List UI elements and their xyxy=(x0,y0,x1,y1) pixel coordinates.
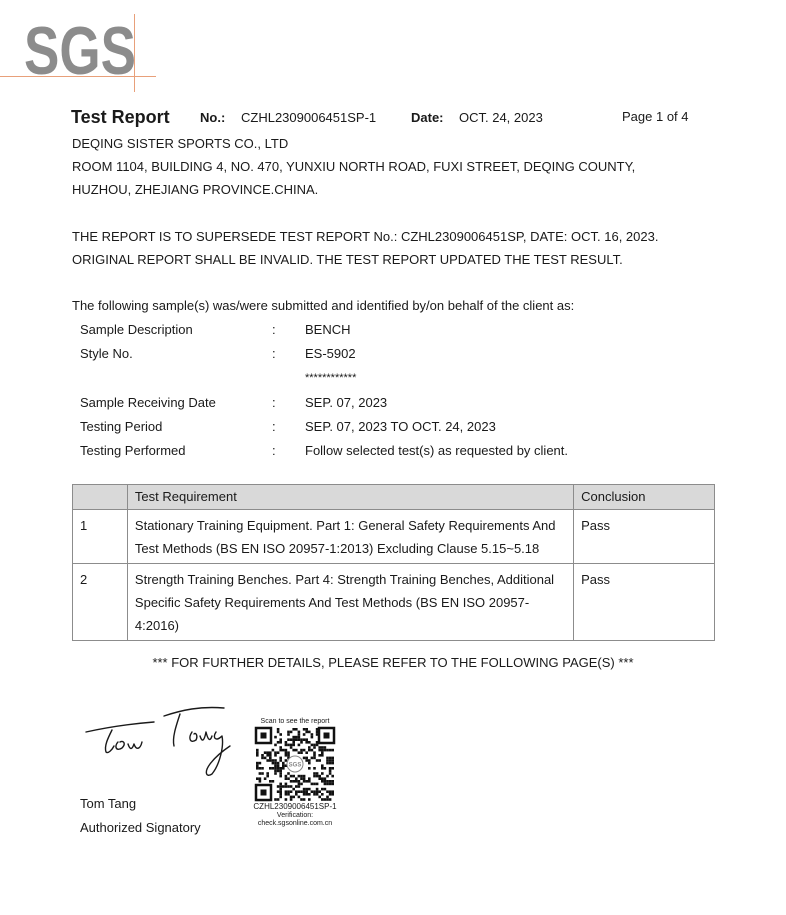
sample-separator: : xyxy=(272,395,276,410)
sample-label: Testing Period xyxy=(80,419,163,434)
sample-label: Testing Performed xyxy=(80,443,186,458)
qr-center-logo: SGS xyxy=(288,762,302,769)
sgs-logo xyxy=(24,13,140,89)
client-address-line2: HUZHOU, ZHEJIANG PROVINCE.CHINA. xyxy=(72,182,319,197)
sgs-logo-text: SGS xyxy=(24,13,136,89)
sample-value: SEP. 07, 2023 TO OCT. 24, 2023 xyxy=(305,419,496,434)
supersede-line1: THE REPORT IS TO SUPERSEDE TEST REPORT No.: CZHL2309006451SP, DATE: OCT. 16, 2023. xyxy=(72,229,659,244)
table-header-row xyxy=(73,485,715,510)
row-conclusion: Pass xyxy=(574,510,715,564)
client-name: DEQING SISTER SPORTS CO., LTD xyxy=(72,136,289,151)
sample-value: Follow selected test(s) as requested by client. xyxy=(305,443,569,458)
further-details-note: *** FOR FURTHER DETAILS, PLEASE REFER TO THE FOLLOWING PAGE(S) *** xyxy=(152,655,634,670)
signatory-name: Tom Tang xyxy=(80,796,137,811)
sample-intro: The following sample(s) was/were submitted and identified by/on behalf of the client as: xyxy=(72,298,575,313)
row-number: 1 xyxy=(73,510,128,564)
qr-verification-label: Verification: xyxy=(276,812,314,819)
sample-separator: : xyxy=(272,322,276,337)
row-requirement: Stationary Training Equipment. Part 1: General Safety Requirements And Test Methods (BS EN ISO 20957-1:2013) Excluding Clause 5.15~5.18 xyxy=(127,510,573,564)
sample-label: Style No. xyxy=(80,346,133,361)
supersede-line2: ORIGINAL REPORT SHALL BE INVALID. THE TEST REPORT UPDATED THE TEST RESULT. xyxy=(72,252,623,267)
sample-value: SEP. 07, 2023 xyxy=(305,395,388,410)
qr-report-number: CZHL2309006451SP-1 xyxy=(253,802,337,811)
row-number: 2 xyxy=(73,564,128,641)
report-no-value: CZHL2309006451SP-1 xyxy=(241,110,377,125)
sample-label: Sample Description xyxy=(80,322,193,337)
column-header-number xyxy=(73,485,128,510)
table-row xyxy=(73,510,715,564)
signatory-title: Authorized Signatory xyxy=(80,820,201,835)
table-row xyxy=(73,564,715,641)
client-address-line1: ROOM 1104, BUILDING 4, NO. 470, YUNXIU NORTH ROAD, FUXI STREET, DEQING COUNTY, xyxy=(72,159,636,174)
row-requirement: Strength Training Benches. Part 4: Strength Training Benches, Additional Specific Safety Requirements And Test Methods (BS EN ISO 20957-4:2016) xyxy=(127,564,573,641)
row-conclusion: Pass xyxy=(574,564,715,641)
sample-value: ES-5902 xyxy=(305,346,356,361)
sample-separator: : xyxy=(272,443,276,458)
column-header-requirement: Test Requirement xyxy=(127,485,573,510)
results-table xyxy=(72,484,715,641)
sample-separator: : xyxy=(272,346,276,361)
report-date-label: Date: xyxy=(411,110,444,125)
column-header-conclusion: Conclusion xyxy=(574,485,715,510)
report-title: Test Report xyxy=(71,107,170,127)
qr-verification-url: check.sgsonline.com.cn xyxy=(257,820,333,827)
qr-scan-text: Scan to see the report xyxy=(260,718,330,725)
sample-separator: : xyxy=(272,419,276,434)
handwritten-signature xyxy=(84,702,234,782)
sample-value-masked: ************ xyxy=(305,372,357,384)
sample-value: BENCH xyxy=(305,322,351,337)
report-no-label: No.: xyxy=(200,110,226,125)
page-number: Page 1 of 4 xyxy=(622,109,689,124)
report-date-value: OCT. 24, 2023 xyxy=(459,110,543,125)
qr-code[interactable] xyxy=(254,726,336,802)
sample-label: Sample Receiving Date xyxy=(80,395,216,410)
